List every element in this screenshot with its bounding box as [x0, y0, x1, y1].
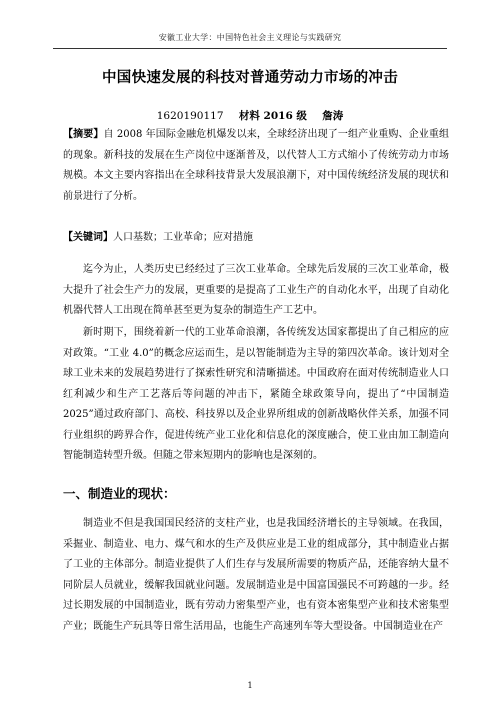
- section-heading: 一、制造业的现状：: [63, 486, 176, 501]
- keywords-label: 【关键词】: [63, 232, 113, 243]
- page-number: 1: [247, 681, 253, 690]
- author-line: [0, 108, 500, 123]
- abstract-text: 自 2008 年国际金融危机爆发以来，全球经济出现了一组产业重购、企业重组的现象。新科技的发展在生产岗位中逐渐普及，以代替人工方式缩小了传统劳动力市场规模。本文主要内容指出在全球科技背景大发展浪潮下，对中国传统经济发展的现状和前景进行了分析。: [63, 129, 449, 202]
- paper-title: 中国快速发展的科技对普通劳动力市场的冲击: [102, 69, 398, 86]
- student-id: 1620190117: [156, 110, 224, 122]
- keywords-text: 人口基数；工业革命；应对措施: [113, 232, 253, 243]
- author-class: 材料 2016 级: [238, 110, 307, 122]
- abstract-paragraph: [63, 125, 449, 207]
- intro-paragraph-1: 迄今为止，人类历史已经经过了三次工业革命。全球先后发展的三次工业革命，极大提升了社会生产力的发展，更重要的是提高了工业生产的自动化水平，出现了自动化机器代替人工出现在简单甚至更为复杂的制造生产工艺中。: [63, 264, 449, 316]
- keywords-paragraph: [63, 228, 449, 249]
- header-divider: [53, 48, 447, 49]
- author-name: 詹涛: [322, 110, 344, 122]
- section-paragraph: 制造业不但是我国国民经济的支柱产业，也是我国经济增长的主导领域。在我国，采掘业、制造业、电力、煤气和水的生产及供应业是工业的组成部分，其中制造业占据了工业的主体部分。制造业提供了人们生存与发展所需要的物质产品，还能容纳大量不同阶层人员就业，缓解我国就业问题。发展制造业是中国富国强民不可跨越的一步。经过长期发展的中国制造业，既有劳动力密集型产业，也有资本密集型产业和技术密集型产业；既能生产玩具等日常生活用品，也能生产高速列车等大型设备。中国制造业在产: [63, 518, 449, 632]
- abstract-label: 【摘要】: [63, 129, 104, 140]
- intro-paragraph-2: 新时期下，围绕着新一代的工业革命浪潮，各传统发达国家都提出了自己相应的应对政策。“工业 4.0”的概念应运而生，是以智能制造为主导的第四次革命。该计划对全球工业未来的发展趋势进行了探索性研究和清晰描述。中国政府在面对传统制造业人口红利减少和生产工艺落后等问题的冲击下，紧随全球政策导向，提出了“中国制造 2025”通过政府部门、高校、科技界以及企业界所组成的创新战略伙伴关系，加强不同行业组织的跨界合作，促进传统产业工业化和信息化的深度融合，使工业由加工制造向智能制造转型升级。但随之带来短期内的影响也是深刻的。: [63, 327, 449, 461]
- running-header: 安徽工业大学：中国特色社会主义理论与实践研究: [158, 33, 342, 42]
